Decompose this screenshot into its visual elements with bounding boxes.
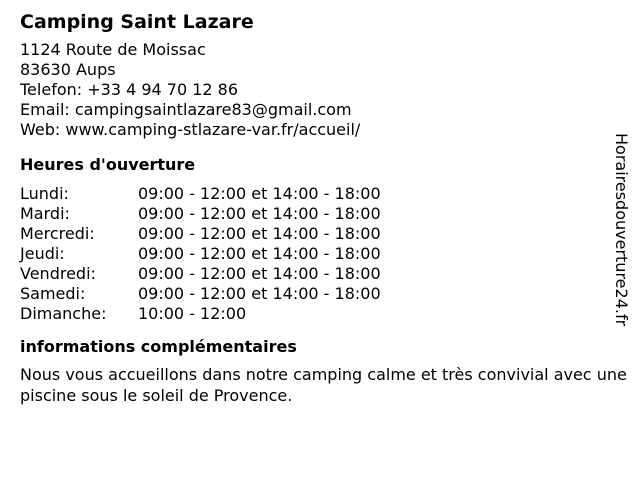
day-label: Dimanche: — [20, 304, 107, 323]
additional-info-heading: informations complémentaires — [20, 337, 297, 356]
hours-row-thursday — [20, 244, 610, 264]
time-range: 09:00 - 12:00 et 14:00 - 18:00 — [138, 224, 381, 243]
additional-info-text: Nous vous accueillons dans notre camping calme et très convivial avec une piscine sous le soleil de Provence. — [20, 365, 627, 405]
address-line-1: 1124 Route de Moissac — [20, 40, 206, 59]
time-range: 09:00 - 12:00 et 14:00 - 18:00 — [138, 184, 381, 203]
hours-row-wednesday — [20, 224, 610, 244]
phone-text: Telefon: +33 4 94 70 12 86 — [20, 80, 239, 99]
email-text: Email: campingsaintlazare83@gmail.com — [20, 100, 352, 119]
time-range: 09:00 - 12:00 et 14:00 - 18:00 — [138, 204, 381, 223]
hours-row-saturday — [20, 284, 610, 304]
day-label: Vendredi: — [20, 264, 96, 283]
site-watermark: Horairesdouverture24.fr — [612, 133, 631, 327]
day-label: Mercredi: — [20, 224, 95, 243]
web-text: Web: www.camping-stlazare-var.fr/accueil/ — [20, 120, 361, 139]
opening-hours-heading: Heures d'ouverture — [20, 155, 196, 174]
address-line-2: 83630 Aups — [20, 60, 116, 79]
hours-row-friday — [20, 264, 610, 284]
day-label: Lundi: — [20, 184, 69, 203]
time-range: 09:00 - 12:00 et 14:00 - 18:00 — [138, 284, 381, 303]
day-label: Jeudi: — [20, 244, 65, 263]
time-range: 10:00 - 12:00 — [138, 304, 247, 323]
hours-row-tuesday — [20, 204, 610, 224]
opening-hours-list — [20, 184, 610, 324]
hours-row-monday — [20, 184, 610, 204]
time-range: 09:00 - 12:00 et 14:00 - 18:00 — [138, 264, 381, 283]
day-label: Mardi: — [20, 204, 70, 223]
day-label: Samedi: — [20, 284, 86, 303]
time-range: 09:00 - 12:00 et 14:00 - 18:00 — [138, 244, 381, 263]
hours-row-sunday — [20, 304, 610, 324]
business-name: Camping Saint Lazare — [20, 11, 254, 33]
